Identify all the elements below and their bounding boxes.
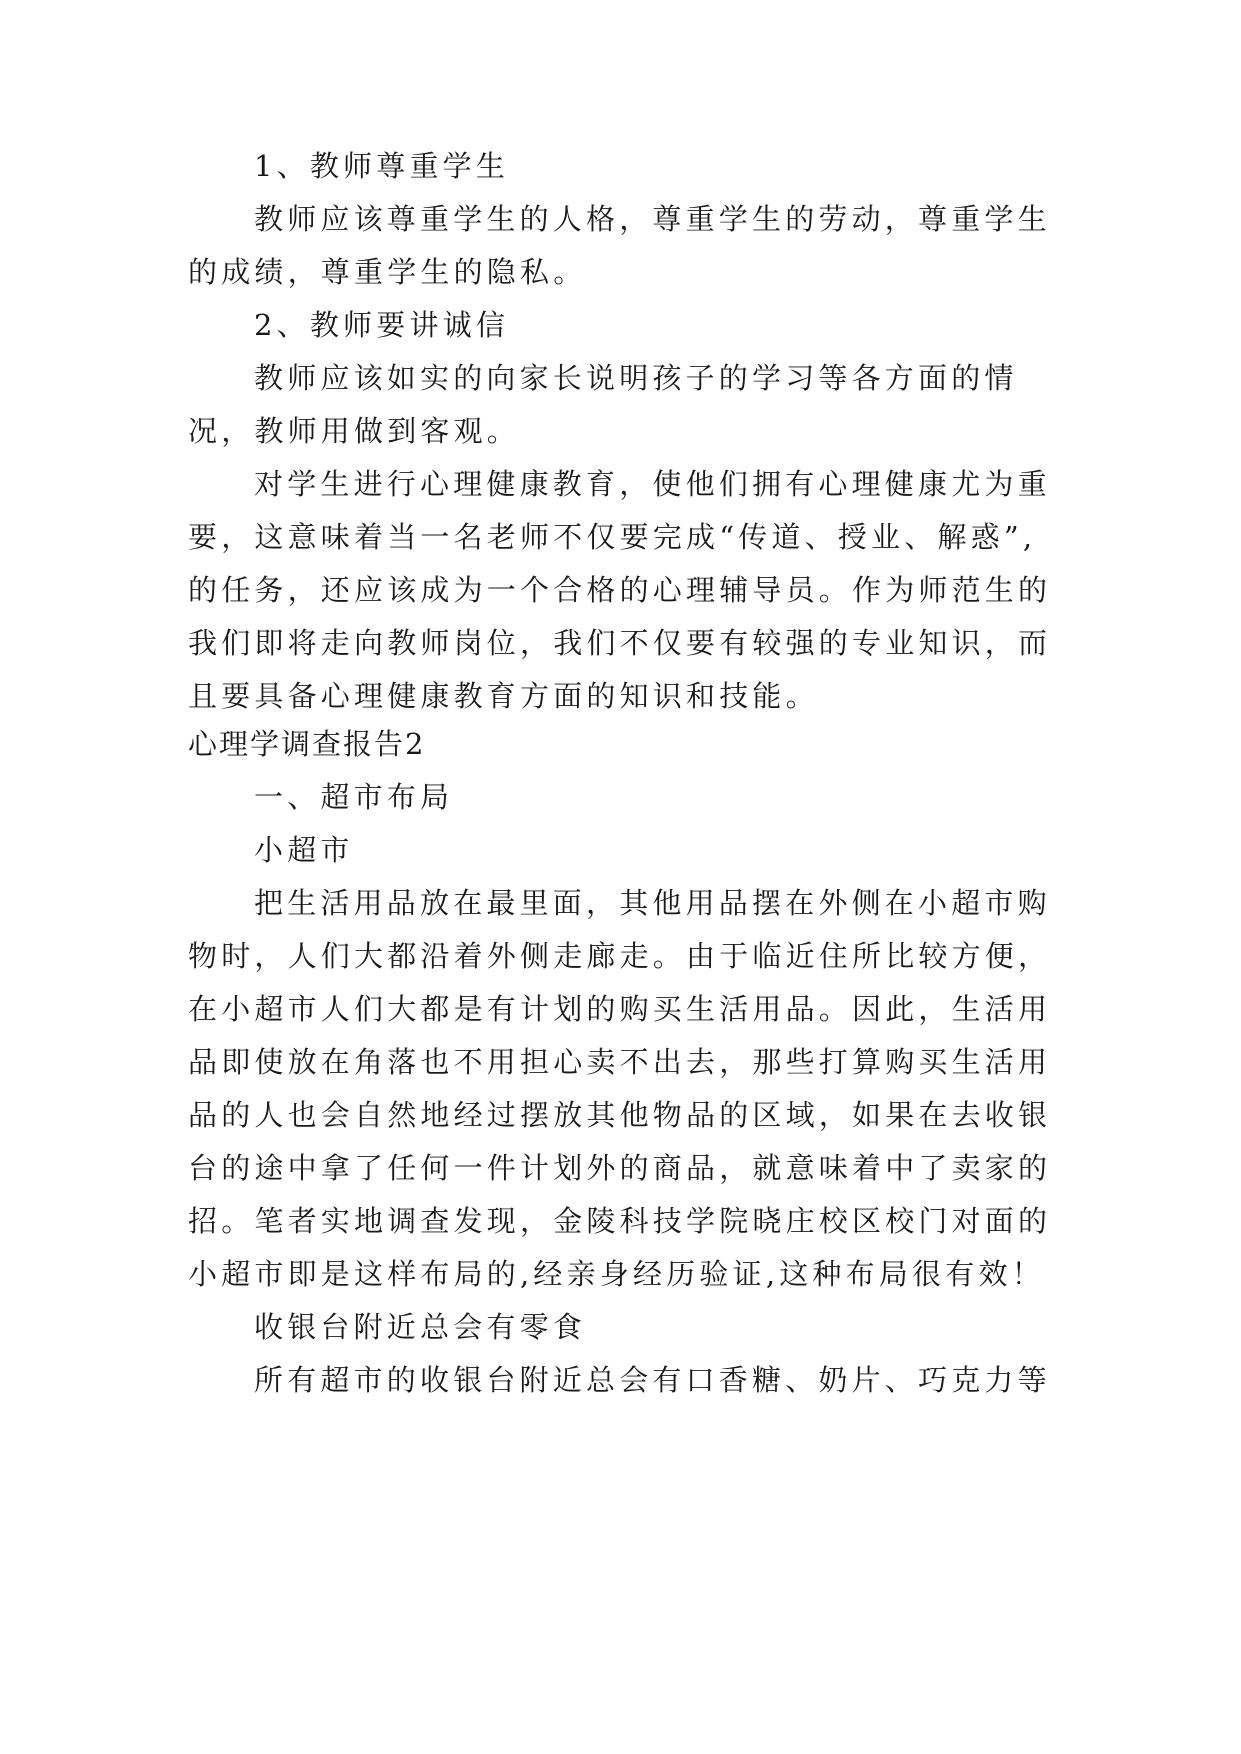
paragraph-line: 对学生进行心理健康教育，使他们拥有心理健康尤为重	[254, 467, 1051, 501]
paragraph-line: 教师应该如实的向家长说明孩子的学习等各方面的情	[254, 361, 1018, 395]
paragraph-line: 的成绩，尊重学生的隐私。	[188, 255, 587, 289]
paragraph-line: 况，教师用做到客观。	[188, 414, 521, 448]
paragraph-line: 的任务，还应该成为一个合格的心理辅导员。作为师范生的	[188, 573, 1052, 607]
paragraph-line: 教师应该尊重学生的人格，尊重学生的劳动，尊重学生	[254, 202, 1051, 236]
paragraph-line: 把生活用品放在最里面，其他用品摆在外侧在小超市购	[254, 886, 1051, 920]
paragraph-line: 物时，人们大都沿着外侧走廊走。由于临近住所比较方便，	[188, 939, 1052, 973]
subheading-layout: 一、超市布局	[254, 780, 454, 814]
paragraph-line: 在小超市人们大都是有计划的购买生活用品。因此，生活用	[188, 992, 1052, 1026]
paragraph-line: 我们即将走向教师岗位，我们不仅要有较强的专业知识，而	[188, 626, 1052, 660]
paragraph-line: 所有超市的收银台附近总会有口香糖、奶片、巧克力等	[254, 1363, 1051, 1397]
paragraph-line: 小超市即是这样布局的,经亲身经历验证,这种布局很有效！	[188, 1257, 1045, 1291]
section-title: 心理学调查报告2	[188, 727, 426, 761]
paragraph-line: 招。笔者实地调查发现，金陵科技学院晓庄校区校门对面的	[188, 1204, 1052, 1238]
subheading-small-supermarket: 小超市	[254, 833, 354, 867]
subheading-integrity: 2、教师要讲诚信	[254, 308, 510, 342]
paragraph-line: 品即使放在角落也不用担心卖不出去，那些打算购买生活用	[188, 1045, 1052, 1079]
paragraph-line: 台的途中拿了任何一件计划外的商品，就意味着中了卖家的	[188, 1151, 1052, 1185]
paragraph-line: 品的人也会自然地经过摆放其他物品的区域，如果在去收银	[188, 1098, 1052, 1132]
subheading-checkout-snacks: 收银台附近总会有零食	[254, 1310, 587, 1344]
subheading-respect: 1、教师尊重学生	[254, 149, 510, 183]
paragraph-line: 且要具备心理健康教育方面的知识和技能。	[188, 679, 819, 713]
paragraph-line: 要，这意味着当一名老师不仅要完成“传道、授业、解惑”,	[188, 520, 1037, 554]
